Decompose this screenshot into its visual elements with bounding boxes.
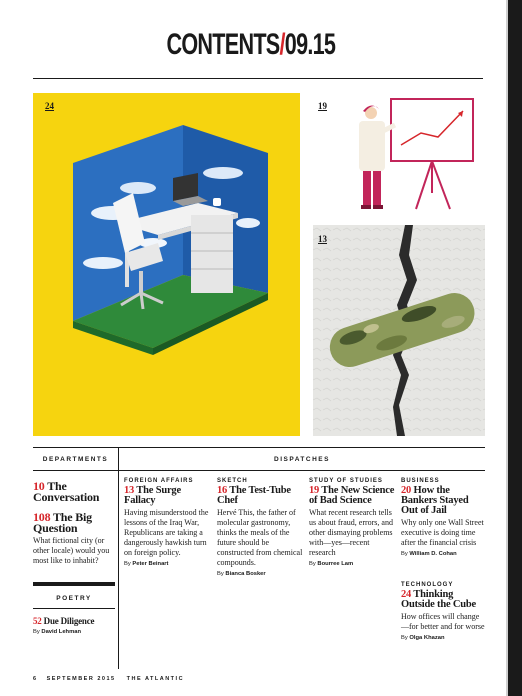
department-item[interactable]: 108 The Big Question What fictional city (or other locale) would you most like to inhabit? [33, 512, 115, 566]
story-kicker: STUDY OF STUDIES [309, 478, 383, 484]
footer-date: SEPTEMBER 2015 [46, 676, 116, 682]
dispatch-story[interactable]: BUSINESS 20 How the Bankers Stayed Out of Jail Why only one Wall Street executive is doing time after the financial crisis By William D. Cohan [401, 478, 484, 557]
page-edge [508, 0, 522, 696]
story-kicker: FOREIGN AFFAIRS [124, 478, 194, 484]
story-kicker: TECHNOLOGY [401, 582, 454, 588]
story-dek: What fictional city (or other locale) would you most like to inhabit? [33, 536, 110, 565]
section-rule [33, 447, 485, 448]
poetry-header: POETRY [56, 595, 92, 602]
story-dek: Having misunderstood the lessons of the Iraq War, Republicans are taking a dangerously hawkish turn on foreign policy. [124, 508, 209, 557]
image-page-number[interactable]: 19 [318, 101, 327, 111]
story-byline: By Peter Beinart [124, 561, 169, 567]
footer-publication: THE ATLANTIC [126, 676, 185, 682]
story-title: Thinking Outside the Cube [401, 589, 476, 610]
dispatch-story[interactable]: TECHNOLOGY 24 Thinking Outside the Cube How offices will change—for better and for worse By Olga Khazan [401, 582, 485, 641]
story-title: The Conversation [33, 479, 100, 504]
title-contents: CONTENTS [166, 28, 280, 61]
desk-illustration[interactable] [33, 93, 300, 436]
story-dek: Why only one Wall Street executive is doing time after the financial crisis [401, 518, 484, 547]
story-kicker: SKETCH [217, 478, 248, 484]
page-title [71, 28, 431, 62]
crack-bandage-image [313, 225, 485, 436]
dispatch-story[interactable]: STUDY OF STUDIES 19 The New Science of Bad Science What recent research tells us about fraud, errors, and other dismaying problems with—yes—recent research By Bourree Lam [309, 478, 397, 567]
story-title: How the Bankers Stayed Out of Jail [401, 485, 469, 516]
story-dek: How offices will change—for better and for worse [401, 612, 485, 631]
departments-header: DEPARTMENTS [42, 456, 109, 463]
column-divider [118, 447, 119, 669]
page-footer [33, 676, 184, 682]
dispatch-story[interactable]: SKETCH 16 The Test-Tube Chef Hervé This, the father of molecular gastronomy, thinks the meals of the future should be constructed from chemical compounds. By Bianca Bosker [217, 478, 303, 577]
story-dek: Hervé This, the father of molecular gastronomy, thinks the meals of the future should be constructed from chemical compounds. [217, 508, 303, 567]
story-kicker: BUSINESS [401, 478, 440, 484]
story-byline: By David Lehman [33, 629, 82, 635]
story-title: The New Science of Bad Science [309, 485, 395, 506]
story-dek: What recent research tells us about fraud, errors, and other dismaying problems with—yes—recent research [309, 508, 393, 557]
title-slash: / [279, 28, 285, 61]
presenter-image [313, 93, 485, 218]
story-title: Due Diligence [43, 616, 95, 626]
section-rule [33, 470, 485, 471]
crack-bandage-illustration[interactable] [313, 225, 485, 436]
image-page-number[interactable]: 13 [318, 234, 327, 244]
story-byline: By Bourree Lam [309, 561, 354, 567]
department-item[interactable]: 10 The Conversation [33, 479, 100, 504]
poetry-rule [33, 582, 115, 586]
title-issue: 09.15 [284, 28, 336, 61]
page-number: 6 [33, 676, 38, 682]
poetry-item[interactable]: 52 Due Diligence By David Lehman [33, 616, 115, 635]
dispatch-story[interactable]: FOREIGN AFFAIRS 13 The Surge Fallacy Having misunderstood the lessons of the Iraq War, Republicans are taking a dangerously hawkish turn on foreign policy. By Peter Beinart [124, 478, 212, 567]
top-rule [33, 78, 483, 79]
story-byline: By Olga Khazan [401, 635, 445, 641]
story-title: The Test-Tube Chef [217, 485, 291, 506]
story-title: The Big Question [33, 510, 92, 535]
image-page-number[interactable]: 24 [45, 101, 54, 111]
dispatches-header: DISPATCHES [274, 456, 330, 463]
desk-cube-image [33, 93, 300, 436]
presenter-illustration[interactable] [313, 93, 485, 218]
section-rule [33, 608, 115, 609]
story-byline: By William D. Cohan [401, 551, 457, 557]
story-title: The Surge Fallacy [124, 485, 181, 506]
story-byline: By Bianca Bosker [217, 571, 266, 577]
